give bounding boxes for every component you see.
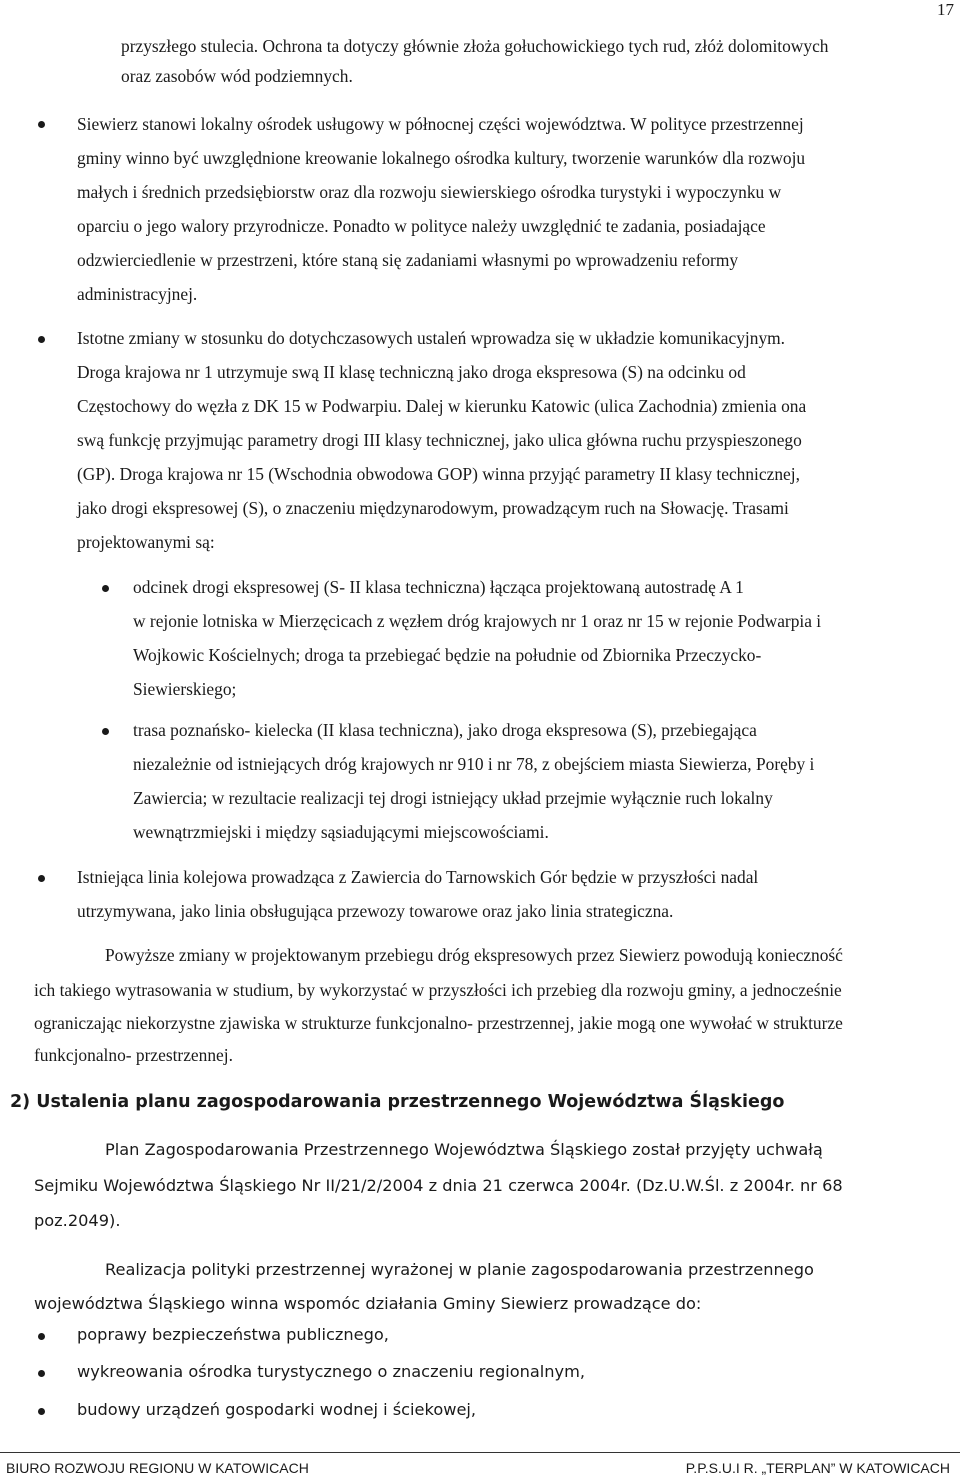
sub1-line: w rejonie lotniska w Mierzęcicach z węzłem dróg krajowych nr 1 oraz nr 15 w rejonie Podwarpia i: [133, 611, 822, 631]
bullet2-line: projektowanymi są:: [77, 532, 215, 552]
intro-line: przyszłego stulecia. Ochrona ta dotyczy głównie złoża gołuchowickiego tych rud, złóż dolomitowych: [121, 36, 829, 56]
page-number: 17: [937, 0, 954, 19]
sub2-line: trasa poznańsko- kielecka (II klasa techniczna), jako droga ekspresowa (S), przebiegająca: [133, 720, 757, 740]
sub1-line: odcinek drogi ekspresowej (S- II klasa techniczna) łącząca projektowaną autostradę A 1: [133, 577, 744, 597]
bullet1-line: oparciu o jego walory przyrodnicze. Ponadto w polityce należy uwzględnić te zadania, posiadające: [77, 216, 766, 236]
realization-line: województwa Śląskiego winna wspomóc działania Gminy Siewierz prowadzące do:: [34, 1294, 702, 1313]
list-item: budowy urządzeń gospodarki wodnej i ściekowej,: [77, 1400, 477, 1419]
bullet1-line: administracyjnej.: [77, 284, 198, 304]
bullet2-line: jako drogi ekspresowej (S), o znaczeniu międzynarodowym, prowadzącym ruch na Słowację. Trasami: [77, 498, 789, 518]
list-item: poprawy bezpieczeństwa publicznego,: [77, 1325, 389, 1344]
paragraph-line: ich takiego wytrasowania w studium, by wykorzystać w przyszłości ich przebieg dla rozwoju gminy, a jednocześnie: [34, 980, 842, 1000]
bullet-icon: [38, 875, 45, 882]
bullet3-line: utrzymywana, jako linia obsługująca przewozy towarowe oraz jako linia strategiczna.: [77, 901, 674, 921]
sub2-line: wewnątrzmiejski i między sąsiadującymi miejscowościami.: [133, 822, 549, 842]
bullet1-line: gminy winno być uwzględnione kreowanie lokalnego ośrodka kultury, tworzenie warunków dla rozwoju: [77, 148, 806, 168]
bullet2-line: Częstochowy do węzła z DK 15 w Podwarpiu. Dalej w kierunku Katowic (ulica Zachodnia) zmienia ona: [77, 396, 807, 416]
sub2-line: Zawiercia; w rezultacie realizacji tej drogi istniejący układ przejmie wyłącznie ruch lokalny: [133, 788, 773, 808]
bullet-icon: [38, 336, 45, 343]
bullet2-line: (GP). Droga krajowa nr 15 (Wschodnia obwodowa GOP) winna przyjąć parametry II klasy technicznej,: [77, 464, 800, 484]
bullet-icon: [38, 1370, 45, 1377]
plan-line: Sejmiku Województwa Śląskiego Nr II/21/2/2004 z dnia 21 czerwca 2004r. (Dz.U.W.Śl. z 2004r. nr 68: [34, 1176, 843, 1195]
paragraph-line: Powyższe zmiany w projektowanym przebiegu dróg ekspresowych przez Siewierz powodują konieczność: [105, 945, 843, 965]
paragraph-line: funkcjonalno- przestrzennej.: [34, 1045, 233, 1065]
realization-line: Realizacja polityki przestrzennej wyrażonej w planie zagospodarowania przestrzennego: [105, 1260, 814, 1279]
plan-line: poz.2049).: [34, 1211, 121, 1230]
paragraph-line: ograniczając niekorzystne zjawiska w strukturze funkcjonalno- przestrzennej, jakie mogą one wywołać w strukturze: [34, 1013, 843, 1033]
sub1-line: Wojkowic Kościelnych; droga ta przebiegać będzie na południe od Zbiornika Przeczycko-: [133, 645, 762, 665]
bullet-icon: [38, 1408, 45, 1415]
bullet2-line: Droga krajowa nr 1 utrzymuje swą II klasę techniczną jako droga ekspresowa (S) na odcinku od: [77, 362, 746, 382]
bullet1-line: Siewierz stanowi lokalny ośrodek usługowy w północnej części województwa. W polityce przestrzennej: [77, 114, 804, 134]
bullet1-line: małych i średnich przedsiębiorstw oraz dla rozwoju siewierskiego ośrodka turystyki i wypoczynku w: [77, 182, 782, 202]
bullet1-line: odzwierciedlenie w przestrzeni, które staną się zadaniami własnymi po wprowadzeniu reformy: [77, 250, 739, 270]
bullet2-line: swą funkcję przyjmując parametry drogi III klasy technicznej, jako ulica główna ruchu przyspieszonego: [77, 430, 802, 450]
footer-divider: [0, 1452, 960, 1453]
list-item: wykreowania ośrodka turystycznego o znaczeniu regionalnym,: [77, 1362, 586, 1381]
sub1-line: Siewierskiego;: [133, 679, 237, 699]
plan-line: Plan Zagospodarowania Przestrzennego Województwa Śląskiego został przyjęty uchwałą: [105, 1140, 823, 1159]
bullet-icon: [102, 728, 109, 735]
bullet-icon: [102, 585, 109, 592]
bullet2-line: Istotne zmiany w stosunku do dotychczasowych ustaleń wprowadza się w układzie komunikacyjnym.: [77, 328, 786, 348]
footer-left: BIURO ROZWOJU REGIONU W KATOWICACH: [6, 1460, 309, 1476]
section-heading: 2) Ustalenia planu zagospodarowania przestrzennego Województwa Śląskiego: [10, 1092, 785, 1112]
intro-line: oraz zasobów wód podziemnych.: [121, 66, 353, 86]
bullet-icon: [38, 121, 45, 128]
sub2-line: niezależnie od istniejących dróg krajowych nr 910 i nr 78, z obejściem miasta Siewierza, Poręby i: [133, 754, 815, 774]
footer-right: P.P.S.U.I R. „TERPLAN” W KATOWICACH: [685, 1460, 950, 1476]
bullet3-line: Istniejąca linia kolejowa prowadząca z Zawiercia do Tarnowskich Gór będzie w przyszłości nadal: [77, 867, 759, 887]
bullet-icon: [38, 1333, 45, 1340]
